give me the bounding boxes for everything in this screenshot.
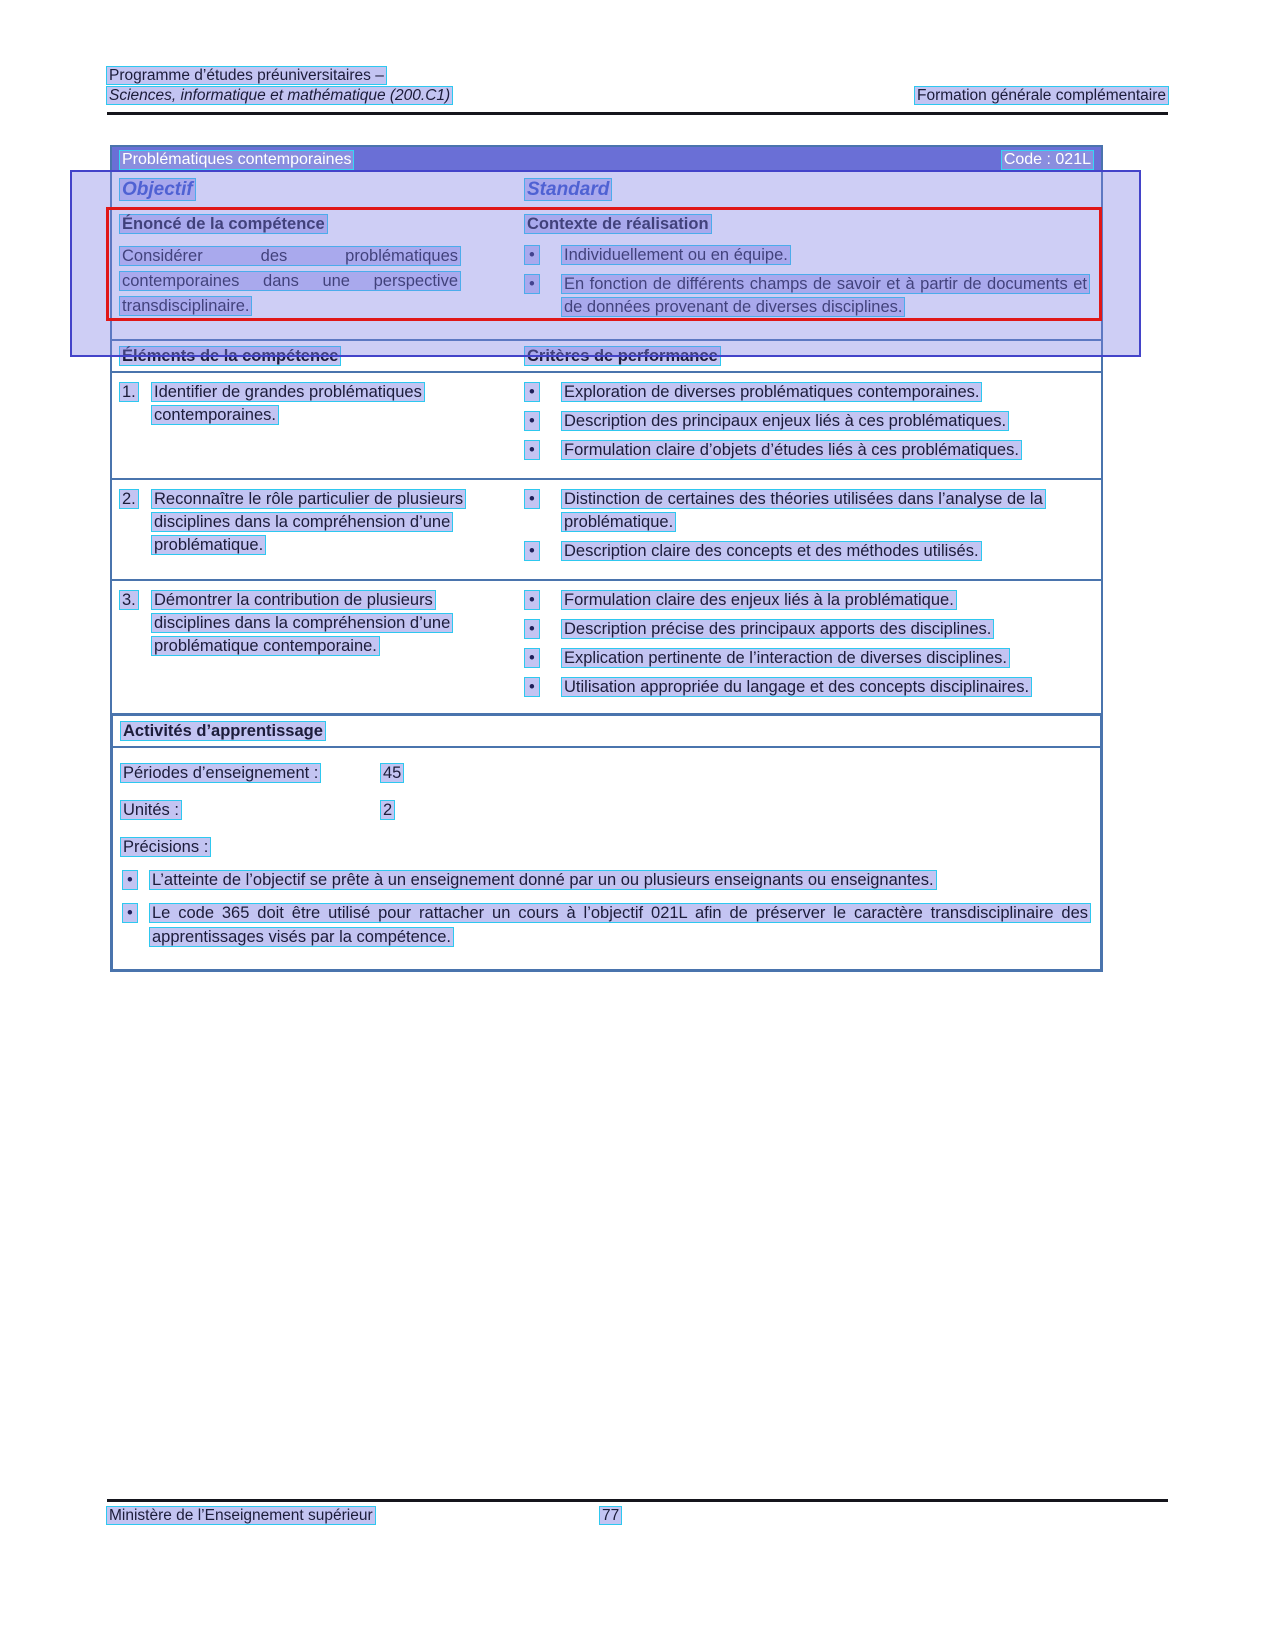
objectif-standard-row bbox=[112, 172, 1101, 210]
element-number: 3. bbox=[122, 591, 136, 609]
course-code: Code : 021L bbox=[1003, 150, 1091, 168]
criteria-list bbox=[525, 488, 1093, 563]
bullet-icon: • bbox=[525, 246, 539, 264]
element-row-3 bbox=[112, 581, 1101, 715]
element-number: 1. bbox=[122, 383, 136, 401]
footer-ministry-text: Ministère de l’Enseignement supérieur bbox=[109, 1507, 373, 1524]
precision-text: Le code 365 doit être utilisé pour rattacher un cours à l’objectif 021L afin de préserver le caractère transdisciplinaire des apprentissages visés par la compétence. bbox=[152, 904, 1088, 946]
bullet-icon: • bbox=[525, 490, 539, 508]
bullet-icon: • bbox=[123, 904, 137, 922]
element-text: Démontrer la contribution de plusieurs disciplines dans la compréhension d’une problématique contemporaine. bbox=[154, 591, 451, 655]
header-program-text: Programme d’études préuniversitaires – bbox=[109, 67, 384, 84]
enonce-text: Considérer des problématiques contemporaines dans une perspective transdisciplinaire. bbox=[122, 247, 458, 315]
list-item bbox=[525, 647, 1093, 670]
periods-line bbox=[113, 761, 1100, 785]
criterion-text: Description précise des principaux apports des disciplines. bbox=[564, 620, 992, 638]
criterion-text: Description des principaux enjeux liés à ces problématiques. bbox=[564, 412, 1007, 430]
list-item bbox=[525, 244, 1093, 267]
list-item bbox=[113, 868, 1100, 892]
activities-title: Activités d’apprentissage bbox=[123, 722, 323, 740]
competency-table bbox=[110, 145, 1103, 717]
bullet-icon: • bbox=[525, 275, 539, 293]
criterion-text: Explication pertinente de l’interaction de diverses disciplines. bbox=[564, 649, 1007, 667]
bullet-icon: • bbox=[525, 412, 539, 430]
bullet-icon: • bbox=[525, 649, 539, 667]
list-item bbox=[525, 676, 1093, 699]
criterion-text: Description claire des concepts et des méthodes utilisés. bbox=[564, 542, 979, 560]
course-title: Problématiques contemporaines bbox=[122, 150, 352, 168]
element-text: Reconnaître le rôle particulier de plusieurs disciplines dans la compréhension d’une problématique. bbox=[154, 490, 464, 554]
list-item bbox=[525, 488, 1093, 534]
list-item bbox=[525, 439, 1093, 462]
criteria-list bbox=[525, 589, 1093, 699]
enonce-contexte-content bbox=[112, 240, 1101, 341]
criterion-text: Formulation claire d’objets d’études liés à ces problématiques. bbox=[564, 441, 1019, 459]
contexte-item-text: Individuellement ou en équipe. bbox=[564, 246, 788, 264]
activities-box bbox=[110, 713, 1103, 972]
enonce-header: Énoncé de la compétence bbox=[122, 215, 325, 233]
contexte-header: Contexte de réalisation bbox=[527, 215, 709, 233]
bullet-icon: • bbox=[525, 620, 539, 638]
list-item bbox=[525, 540, 1093, 563]
list-item bbox=[525, 273, 1093, 319]
periods-value: 45 bbox=[383, 764, 402, 782]
list-item bbox=[525, 589, 1093, 612]
criteria-list bbox=[525, 381, 1093, 462]
units-label: Unités : bbox=[123, 801, 179, 819]
criteres-header: Critères de performance bbox=[527, 346, 718, 365]
periods-label: Périodes d’enseignement : bbox=[123, 764, 319, 782]
header-line2 bbox=[107, 86, 1168, 106]
precisions-line bbox=[113, 835, 1100, 859]
list-item bbox=[525, 410, 1093, 433]
list-item bbox=[525, 381, 1093, 404]
contexte-item-text: En fonction de différents champs de savoir et à partir de documents et de données provenant de diverses disciplines. bbox=[564, 275, 1087, 316]
objectif-heading: Objectif bbox=[122, 179, 193, 200]
criterion-text: Formulation claire des enjeux liés à la problématique. bbox=[564, 591, 954, 609]
bullet-icon: • bbox=[525, 542, 539, 560]
enonce-contexte-header bbox=[112, 210, 1101, 240]
page-footer bbox=[107, 1499, 1168, 1525]
bullet-icon: • bbox=[525, 441, 539, 459]
page-header bbox=[107, 66, 1168, 115]
bullet-icon: • bbox=[123, 871, 137, 889]
bullet-icon: • bbox=[525, 591, 539, 609]
header-program-subtitle: Sciences, informatique et mathématique (200.C1) bbox=[109, 87, 451, 104]
contexte-list bbox=[525, 244, 1093, 319]
precisions-list bbox=[113, 868, 1100, 949]
bullet-icon: • bbox=[525, 678, 539, 696]
precisions-label: Précisions : bbox=[123, 838, 209, 856]
element-row-1 bbox=[112, 373, 1101, 480]
list-item bbox=[113, 901, 1100, 949]
element-number: 2. bbox=[122, 490, 136, 508]
criterion-text: Distinction de certaines des théories utilisées dans l’analyse de la problématique. bbox=[564, 490, 1043, 531]
element-text: Identifier de grandes problématiques contemporaines. bbox=[154, 383, 422, 424]
elements-criteres-header bbox=[112, 341, 1101, 373]
criterion-text: Utilisation appropriée du langage et des concepts disciplinaires. bbox=[564, 678, 1030, 696]
element-row-2 bbox=[112, 480, 1101, 581]
criterion-text: Exploration de diverses problématiques contemporaines. bbox=[564, 383, 980, 401]
units-value: 2 bbox=[383, 801, 393, 819]
header-right-text: Formation générale complémentaire bbox=[917, 87, 1166, 104]
precision-text: L’atteinte de l’objectif se prête à un enseignement donné par un ou plusieurs enseignants ou enseignantes. bbox=[152, 871, 934, 889]
bullet-icon: • bbox=[525, 383, 539, 401]
units-line bbox=[113, 798, 1100, 822]
footer-page-number: 77 bbox=[602, 1507, 620, 1524]
header-line1 bbox=[107, 66, 1168, 86]
standard-heading: Standard bbox=[527, 179, 610, 200]
elements-header: Éléments de la compétence bbox=[122, 346, 339, 365]
list-item bbox=[525, 618, 1093, 641]
table-title-bar bbox=[112, 147, 1101, 172]
